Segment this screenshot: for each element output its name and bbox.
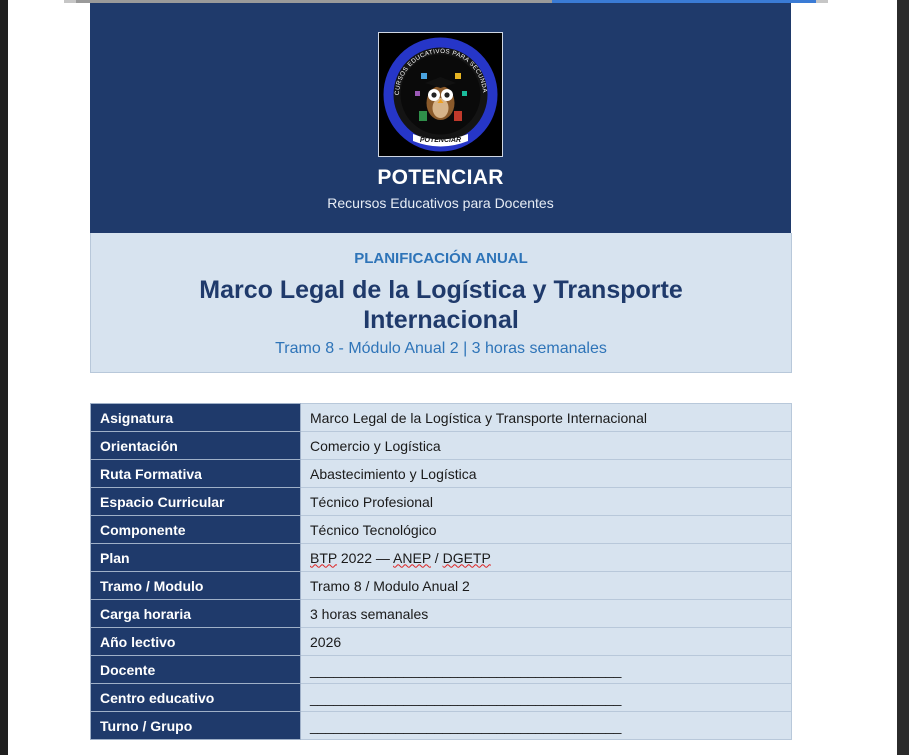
plan-year: 2022 — [336, 549, 394, 566]
row-value-blank[interactable]: ________________________________________ [301, 684, 792, 712]
table-row [91, 516, 792, 544]
row-key: Docente [91, 656, 301, 684]
info-table [90, 403, 792, 740]
brand-subtitle: Recursos Educativos para Docentes [327, 195, 554, 211]
margin-corner-mark-right [816, 0, 828, 3]
plan-separator: / [430, 549, 443, 566]
spell-flag-anep[interactable]: ANEP [393, 549, 431, 566]
logo-ring-text: CURSOS EDUCATIVOS PARA SECUNDA [393, 47, 488, 96]
row-key: Centro educativo [91, 684, 301, 712]
title-panel [90, 233, 792, 373]
row-key: Plan [91, 544, 301, 572]
row-value[interactable]: Técnico Tecnológico [301, 516, 792, 544]
page-title: Marco Legal de la Logística y Transporte Internacional [199, 276, 683, 334]
row-value-plan[interactable] [301, 544, 792, 572]
table-row [91, 460, 792, 488]
owl-logo-icon [379, 33, 502, 156]
table-row [91, 628, 792, 656]
row-value[interactable]: Tramo 8 / Modulo Anual 2 [301, 572, 792, 600]
row-key: Carga horaria [91, 600, 301, 628]
row-value[interactable]: Marco Legal de la Logística y Transporte Internacional [301, 404, 792, 432]
document-page [8, 0, 897, 755]
table-row [91, 572, 792, 600]
row-value[interactable]: Técnico Profesional [301, 488, 792, 516]
row-key: Orientación [91, 432, 301, 460]
row-key: Ruta Formativa [91, 460, 301, 488]
row-key: Turno / Grupo [91, 712, 301, 740]
row-key: Tramo / Modulo [91, 572, 301, 600]
row-value[interactable]: 2026 [301, 628, 792, 656]
table-row [91, 684, 792, 712]
potenciar-logo [378, 32, 503, 157]
margin-corner-mark-left [64, 0, 76, 3]
table-row [91, 432, 792, 460]
table-row [91, 600, 792, 628]
row-value-blank[interactable]: ________________________________________ [301, 656, 792, 684]
table-row [91, 488, 792, 516]
row-key: Año lectivo [91, 628, 301, 656]
brand-name: POTENCIAR [377, 166, 504, 189]
row-key: Espacio Curricular [91, 488, 301, 516]
scrollbar-track[interactable] [897, 0, 909, 755]
row-key: Componente [91, 516, 301, 544]
row-value[interactable]: Comercio y Logística [301, 432, 792, 460]
spell-flag-btp[interactable]: BTP [310, 549, 337, 566]
table-row [91, 712, 792, 740]
table-row [91, 404, 792, 432]
row-value-blank[interactable]: ________________________________________ [301, 712, 792, 740]
table-row [91, 544, 792, 572]
document-type-label: PLANIFICACIÓN ANUAL [354, 250, 528, 267]
title-subline: Tramo 8 - Módulo Anual 2 | 3 horas semanales [275, 340, 607, 357]
table-row [91, 656, 792, 684]
spell-flag-dgetp[interactable]: DGETP [442, 549, 491, 566]
row-value[interactable]: Abastecimiento y Logística [301, 460, 792, 488]
header-banner [90, 3, 791, 233]
logo-banner-text: POTENCIAR [419, 137, 462, 144]
row-value[interactable]: 3 horas semanales [301, 600, 792, 628]
row-key: Asignatura [91, 404, 301, 432]
